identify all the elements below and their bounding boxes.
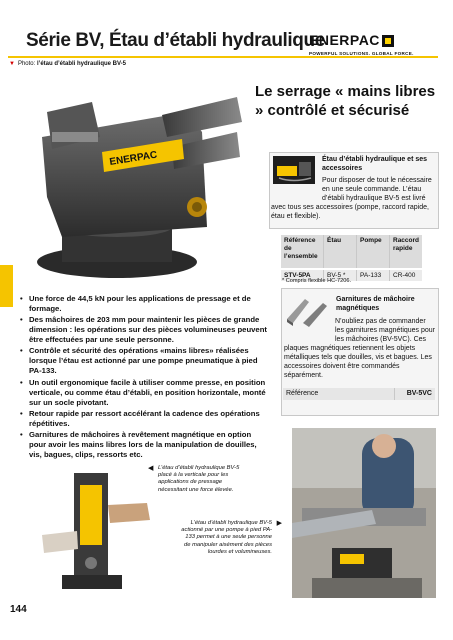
list-item: • Garnitures de mâchoires à revêtement magnétique en option pour avoir les mains libres lors de la manipulation de douilles, vis, bagues, clips, ressorts etc.: [20, 430, 270, 460]
divider: [394, 388, 395, 400]
page-number: 144: [10, 604, 27, 615]
photo-caption: l’étau d’établi hydraulique BV-5: [36, 61, 127, 67]
feature-list: [20, 294, 270, 461]
table-footnote: * Compris flexible HC-7206.: [282, 278, 352, 284]
table-header: Référence de l’ensemble: [281, 235, 324, 269]
caption-right: [180, 520, 282, 556]
brand-tagline: POWERFUL SOLUTIONS. GLOBAL FORCE.: [309, 51, 414, 56]
list-item: • Des mâchoires de 203 mm pour maintenir les pièces de grande dimension : les opérations sur des pièces volumineuses peuvent être effectuées par une seule personne.: [20, 315, 270, 345]
magnetic-jaws-reference-row: [283, 388, 435, 400]
reference-code: BV-5VC: [406, 390, 432, 397]
magnetic-jaws-text: [284, 317, 436, 380]
photo-prefix: Photo:: [17, 61, 36, 67]
triangle-left-icon: ◀: [148, 465, 154, 472]
svg-text:ENERPAC: ENERPAC: [108, 149, 159, 168]
triangle-down-icon: ▼: [9, 61, 15, 67]
brand-name: ENERPAC: [309, 32, 380, 48]
accessories-title: Étau d’établi hydraulique et ses accessoires: [322, 156, 428, 172]
magnetic-jaws-title: Garnitures de mâchoire magnétiques: [336, 296, 415, 312]
bench-vise-image: [22, 77, 247, 285]
table-cell: CR-400: [390, 269, 423, 281]
table-cell: STV-5PA: [281, 269, 324, 281]
accessories-text-full: avec tous ses accessoires (pompe, raccord rapide, étau et flexible).: [271, 204, 429, 220]
caption-left-text: L’étau d’établi hydraulique BV-5 placé à la verticale pour les applications de pressage nécessitant une force élevée.: [158, 465, 240, 493]
workshop-photo: [292, 428, 436, 598]
table-header: Raccord rapide: [390, 235, 423, 269]
reference-table: [281, 235, 422, 281]
section-heading: Le serrage « mains libres » contrôlé et sécurisé: [255, 83, 436, 119]
accessories-text-indented: Pour disposer de tout le nécessaire en une seule commande. L’étau d’établi hydraulique BV-5 est livré: [322, 177, 432, 202]
table-cell: BV-5 *: [324, 269, 357, 281]
section-tab-marker: [0, 265, 13, 307]
magnetic-jaws-text-indented: N’oubliez pas de commander les garnitures magnétiques pour les mâchoires (BV-5VC). Ces: [335, 318, 436, 343]
brand-mark-icon: [382, 35, 394, 47]
list-item: • Contrôle et sécurité des opérations «mains libres» réalisées lorsque l’étau est actionné par une pompe pneumatique à pied PA-133.: [20, 346, 270, 376]
accessories-text: [271, 176, 435, 221]
caption-left: [148, 465, 248, 494]
triangle-right-icon: ▶: [276, 520, 282, 527]
table-cell: PA-133: [357, 269, 390, 281]
list-item: • Un outil ergonomique facile à utiliser comme presse, en position verticale, ou comme étau d’établi, en position horizontale, monté sur un socle pivotant.: [20, 378, 270, 408]
header-rule: [8, 56, 438, 58]
list-item: • Retour rapide par ressort accélérant la cadence des opérations répétitives.: [20, 409, 270, 429]
page-title: Série BV, Étau d’établi hydraulique: [26, 30, 325, 51]
table-header: Pompe: [357, 235, 390, 269]
photo-caption-line: [9, 61, 126, 67]
reference-label: Référence: [286, 390, 319, 397]
caption-right-text: L’étau d’établi hydraulique BV-5 actionné par une pompe à pied PA-133 permet à une seule personne de manipuler aisément des pièces lourdes et volumineuses.: [181, 520, 272, 555]
table-header: Étau: [324, 235, 357, 269]
vertical-vise-image: [22, 465, 162, 597]
magnetic-jaws-text-full: plaques magnétiques retiennent les objets métalliques tels que douilles, vis et bagues. Les accessoires doivent être commandés séparément.: [284, 345, 432, 379]
list-item: • Une force de 44,5 kN pour les applications de pressage et de formage.: [20, 294, 270, 314]
enerpac-logo: [309, 32, 429, 56]
